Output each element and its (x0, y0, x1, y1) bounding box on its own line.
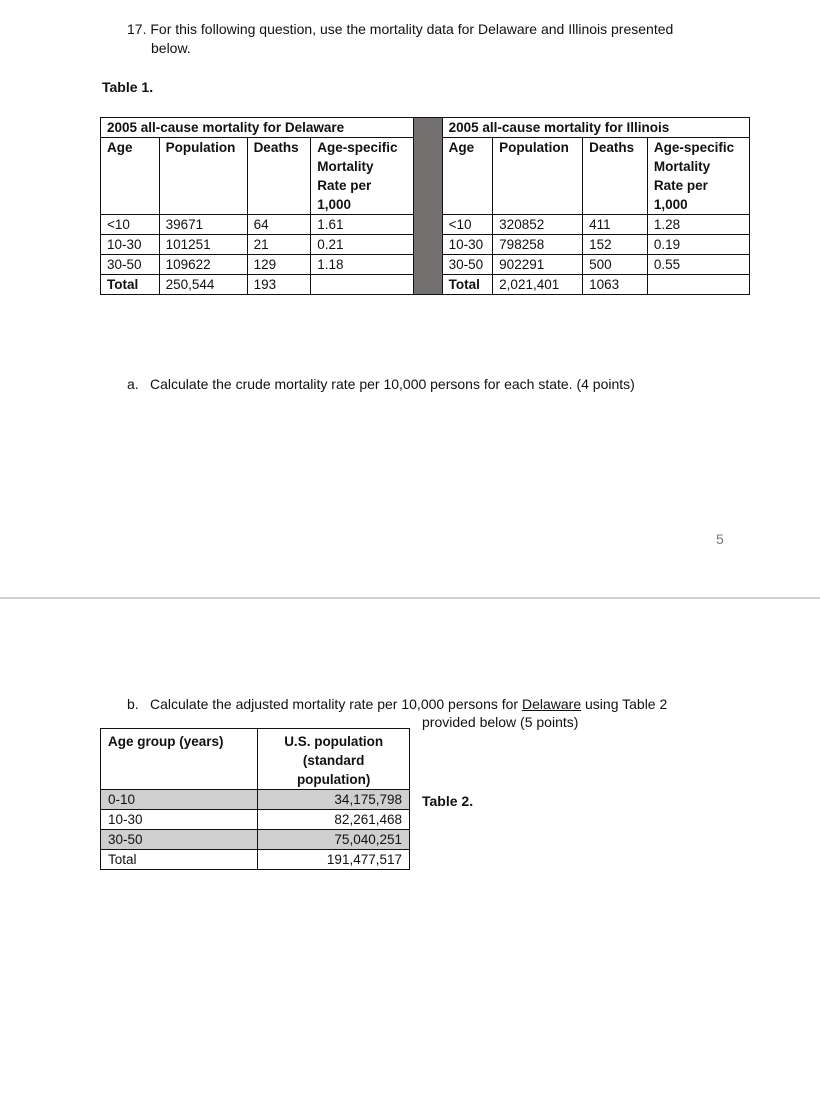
il-population-cell: 798258 (493, 235, 583, 255)
il-header-rate-l4: 1,000 (653, 197, 688, 212)
de-deaths-cell: 64 (247, 215, 311, 235)
question-b-label: b. (127, 696, 139, 712)
il-deaths-cell: 411 (583, 215, 648, 235)
population-cell: 75,040,251 (258, 830, 410, 850)
de-population-cell: 101251 (159, 235, 247, 255)
question-17-line2: below. (151, 40, 191, 56)
de-header-rate-l1: Age-specific (317, 140, 398, 155)
table2-header-row (101, 729, 410, 790)
age-group-cell: 10-30 (101, 810, 258, 830)
de-deaths-cell: 129 (247, 255, 311, 275)
il-total-deaths: 1063 (583, 275, 648, 295)
il-rate-cell: 0.55 (647, 255, 749, 275)
age-group-cell: Total (101, 850, 258, 870)
il-header-rate (647, 138, 749, 215)
question-b (127, 694, 667, 714)
il-header-rate-l1: Age-specific (653, 140, 735, 155)
de-total-deaths: 193 (247, 275, 311, 295)
question-a-label: a. (127, 376, 139, 392)
il-population-cell: 320852 (493, 215, 583, 235)
il-age-cell: 30-50 (442, 255, 493, 275)
table-total-row (101, 850, 410, 870)
de-age-cell: <10 (101, 215, 160, 235)
population-cell: 34,175,798 (258, 790, 410, 810)
il-total-label: Total (442, 275, 493, 295)
population-cell: 191,477,517 (258, 850, 410, 870)
de-rate-cell: 1.61 (311, 215, 414, 235)
question-b-line2: provided below (5 points) (422, 714, 579, 730)
il-header-rate-l3: Rate per (653, 178, 708, 193)
de-deaths-cell: 21 (247, 235, 311, 255)
de-header-deaths: Deaths (247, 138, 311, 215)
il-population-cell: 902291 (493, 255, 583, 275)
age-group-cell: 0-10 (101, 790, 258, 810)
il-age-cell: 10-30 (442, 235, 493, 255)
population-cell: 82,261,468 (258, 810, 410, 830)
de-rate-cell: 1.18 (311, 255, 414, 275)
il-header-rate-l2: Mortality (653, 159, 711, 174)
page-number: 5 (716, 531, 724, 547)
table-row (101, 830, 410, 850)
il-total-population: 2,021,401 (493, 275, 583, 295)
table-row (101, 790, 410, 810)
il-total-rate (647, 275, 749, 295)
question-b-text-after: using Table 2 (581, 696, 668, 712)
de-total-rate (311, 275, 414, 295)
question-b-text-before: Calculate the adjusted mortality rate per 10,000 persons for (150, 696, 522, 712)
delaware-title: 2005 all-cause mortality for Delaware (101, 118, 414, 138)
de-age-cell: 30-50 (101, 255, 160, 275)
il-rate-cell: 0.19 (647, 235, 749, 255)
de-population-cell: 39671 (159, 215, 247, 235)
il-age-cell: <10 (442, 215, 493, 235)
de-header-age: Age (101, 138, 160, 215)
de-total-population: 250,544 (159, 275, 247, 295)
header-pop-l2: (standard (302, 753, 365, 768)
de-header-rate-l2: Mortality (317, 159, 374, 174)
page-divider (0, 597, 820, 599)
table-row (101, 810, 410, 830)
header-pop-l3: population) (296, 772, 371, 787)
il-deaths-cell: 152 (583, 235, 648, 255)
de-header-rate-l4: 1,000 (317, 197, 352, 212)
illinois-title: 2005 all-cause mortality for Illinois (442, 118, 749, 138)
de-total-label: Total (101, 275, 160, 295)
il-header-population: Population (493, 138, 583, 215)
question-b-underlined: Delaware (521, 696, 582, 712)
il-header-deaths: Deaths (583, 138, 648, 215)
table1-label: Table 1. (102, 79, 154, 95)
de-header-rate (311, 138, 414, 215)
question-17-line1: 17. For this following question, use the mortality data for Delaware and Illinois presented (127, 21, 674, 37)
de-rate-cell: 0.21 (311, 235, 414, 255)
de-age-cell: 10-30 (101, 235, 160, 255)
header-pop-l1: U.S. population (284, 734, 384, 749)
question-17 (127, 20, 727, 58)
header-age-group: Age group (years) (101, 729, 258, 790)
il-header-age: Age (442, 138, 493, 215)
question-a (127, 376, 635, 392)
table-separator (414, 118, 442, 295)
table2-label: Table 2. (422, 793, 474, 809)
header-us-population (258, 729, 410, 790)
standard-population-table (100, 728, 410, 870)
il-rate-cell: 1.28 (647, 215, 749, 235)
question-a-text: Calculate the crude mortality rate per 10,000 persons for each state. (4 points) (150, 376, 635, 392)
age-group-cell: 30-50 (101, 830, 258, 850)
table1-title-row (101, 118, 750, 138)
il-deaths-cell: 500 (583, 255, 648, 275)
de-population-cell: 109622 (159, 255, 247, 275)
de-header-rate-l3: Rate per (317, 178, 372, 193)
mortality-table (100, 117, 750, 295)
de-header-population: Population (159, 138, 247, 215)
